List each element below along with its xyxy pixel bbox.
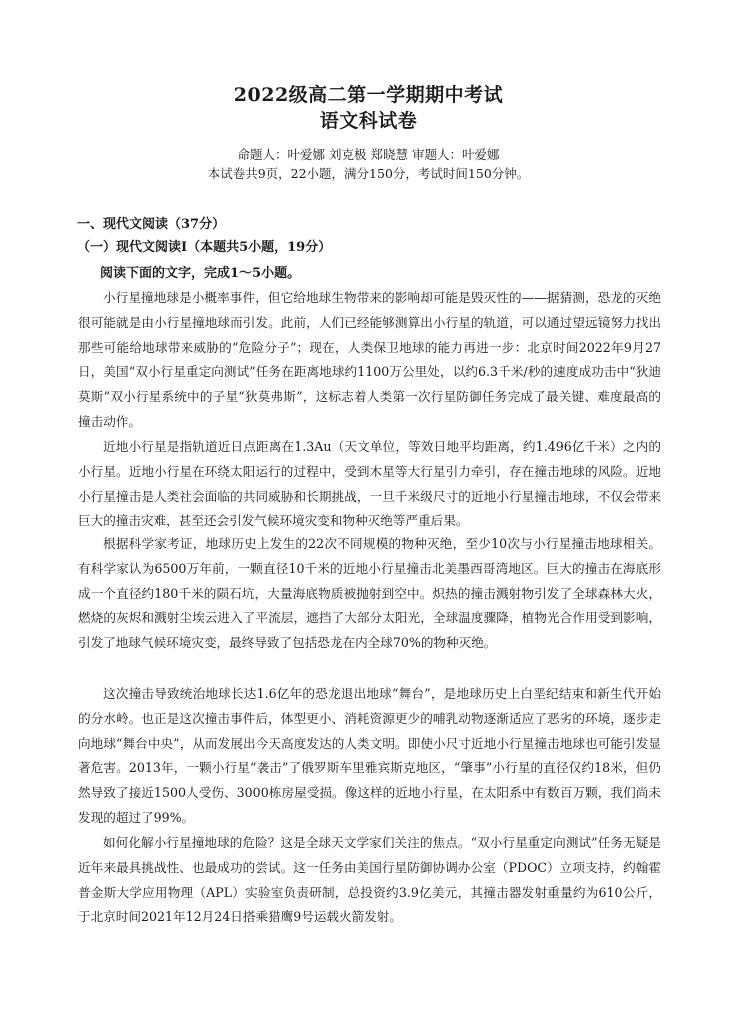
- exam-title: 2022级高二第一学期期中考试: [233, 84, 504, 106]
- exam-authors: 命题人：叶爱娜 刘克极 郑晓慧 审题人：叶爱娜: [237, 147, 500, 162]
- paragraph-1: 小行星撞地球是小概率事件，但它给地球生物带来的影响却可能是毁灭性的——据猜测，恐龙的灭绝很可能就是由小行星撞地球而引发。此前，人们已经能够测算出小行星的轨道，可以通过望远镜努力找出那些可能给地球带来威胁的“危险分子”；现在，人类保卫地球的能力再进一步：北京时间2022年9月27日，美国“双小行星重定向测试”任务在距离地球约1100万公里处，以约6.3千米/秒的速度成功击中“狄迪莫斯”双小行星系统中的子星“狄莫弗斯”，这标志着人类第一次行星防御任务完成了最关键、难度最高的撞击动作。: [78, 290, 661, 429]
- paragraph-4: 这次撞击导致统治地球长达1.6亿年的恐龙退出地球“舞台”，是地球历史上白垩纪结束和新生代开始的分水岭。也正是这次撞击事件后，体型更小、消耗资源更少的哺乳动物逐渐适应了恶劣的环境，逐步走向地球“舞台中央”，从而发展出今天高度发达的人类文明。即使小尺寸近地小行星撞击地球也可能引发显著危害。2013年，一颗小行星“袭击”了俄罗斯车里雅宾斯克地区，“肇事”小行星的直径仅约18米，但仍然导致了接近1500人受伤、3000栋房屋受损。像这样的近地小行星，在太阳系中有数百万颗，我们尚未发现的超过了99%。: [78, 686, 661, 825]
- section-subheading: （一）现代文阅读Ⅰ（本题共5小题，19分）: [77, 240, 332, 255]
- paragraph-3: 根据科学家考证，地球历史上发生的22次不同规模的物种灭绝，至少10次与小行星撞击地球相关。有科学家认为6500万年前，一颗直径10千米的近地小行星撞击北美墨西哥湾地区。巨大的撞击在海底形成一个直径约180千米的陨石坑，大量海底物质被抛射到空中。炽热的撞击溅射物引发了全球森林大火，燃烧的灰烬和溅射尘埃云进入了平流层，遮挡了大部分太阳光，全球温度骤降，植物光合作用受到影响，引发了地球气候环境灾变，最终导致了包括恐龙在内全球70%的物种灭绝。: [78, 536, 661, 651]
- reading-instruction: 阅读下面的文字，完成1～5小题。: [100, 266, 301, 281]
- exam-subject-title: 语文科试卷: [319, 110, 418, 132]
- section-heading: 一、现代文阅读（37分）: [77, 217, 226, 232]
- paragraph-5: 如何化解小行星撞地球的危险？这是全球天文学家们关注的焦点。“双小行星重定向测试”任务无疑是近年来最具挑战性、也最成功的尝试。这一任务由美国行星防御协调办公室（PDOC）立项支持，约翰霍普金斯大学应用物理（APL）实验室负责研制，总投资约3.9亿美元，其撞击器发射重量约为610公斤，于北京时间2021年12月24日搭乘猎鹰9号运载火箭发射。: [78, 835, 661, 925]
- exam-info: 本试卷共9页，22小题，满分150分，考试时间150分钟。: [207, 166, 530, 181]
- paragraph-2: 近地小行星是指轨道近日点距离在1.3Au（天文单位，等效日地平均距离，约1.496亿千米）之内的小行星。近地小行星在环绕太阳运行的过程中，受到木星等大行星引力牵引，存在撞击地球的风险。近地小行星撞击是人类社会面临的共同威胁和长期挑战，一旦千米级尺寸的近地小行星撞击地球，不仅会带来巨大的撞击灾难，甚至还会引发气候环境灾变和物种灭绝等严重后果。: [78, 439, 661, 529]
